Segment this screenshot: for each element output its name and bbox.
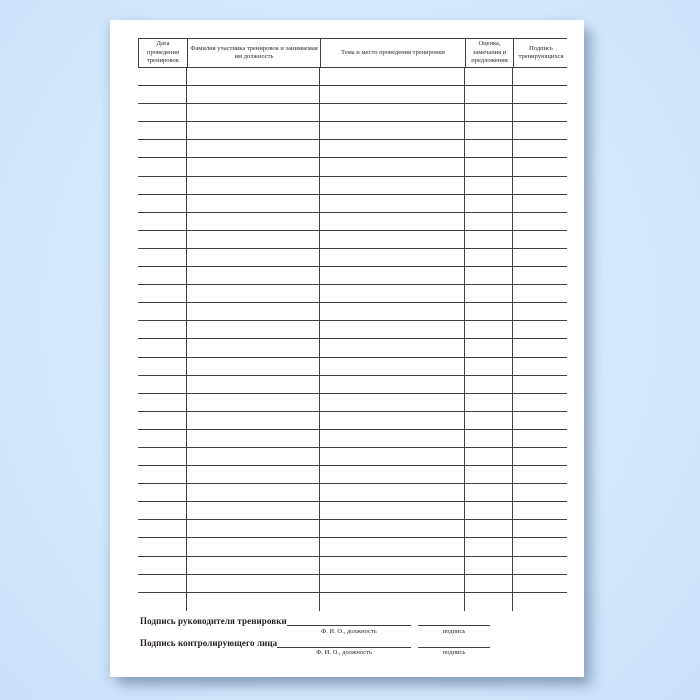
table-cell: [465, 158, 513, 175]
table-cell: [320, 466, 465, 483]
table-cell: [513, 448, 567, 465]
table-cell: [320, 557, 465, 574]
table-cell: [138, 484, 187, 501]
table-cell: [138, 466, 187, 483]
table-cell: [320, 68, 465, 85]
table-cell: [513, 68, 567, 85]
table-cell: [320, 376, 465, 393]
table-cell: [138, 104, 187, 121]
signature-block-controller: [140, 638, 490, 657]
table-cell: [138, 68, 187, 85]
training-log-table: [138, 38, 567, 611]
table-cell: [513, 412, 567, 429]
table-cell: [138, 593, 187, 611]
table-row: [138, 303, 567, 321]
table-cell: [187, 557, 320, 574]
spacer: [140, 648, 277, 657]
table-cell: [513, 502, 567, 519]
table-row: [138, 466, 567, 484]
table-cell: [138, 122, 187, 139]
table-cell: [187, 593, 320, 611]
table-cell: [320, 177, 465, 194]
table-cell: [465, 86, 513, 103]
table-cell: [513, 86, 567, 103]
table-cell: [320, 394, 465, 411]
document-page: [110, 20, 584, 677]
table-row-open-bottom: [138, 593, 567, 611]
table-cell: [138, 502, 187, 519]
table-row: [138, 339, 567, 357]
table-cell: [513, 321, 567, 338]
signature-block-trainer: [140, 616, 490, 635]
table-cell: [187, 339, 320, 356]
table-cell: [187, 466, 320, 483]
table-cell: [138, 557, 187, 574]
table-cell: [513, 104, 567, 121]
table-cell: [187, 140, 320, 157]
table-cell: [465, 267, 513, 284]
table-cell: [320, 249, 465, 266]
table-cell: [513, 285, 567, 302]
table-cell: [513, 339, 567, 356]
table-cell: [138, 376, 187, 393]
table-cell: [187, 231, 320, 248]
table-cell: [320, 502, 465, 519]
table-cell: [187, 538, 320, 555]
gap: [411, 616, 418, 626]
table-cell: [465, 104, 513, 121]
table-cell: [187, 520, 320, 537]
table-cell: [513, 122, 567, 139]
table-header-row: [138, 38, 567, 68]
table-cell: [513, 140, 567, 157]
table-cell: [320, 231, 465, 248]
table-cell: [320, 140, 465, 157]
table-cell: [513, 557, 567, 574]
caption-name-position: Ф. И. О., должность: [316, 649, 372, 656]
table-cell: [320, 358, 465, 375]
signature-section: [140, 616, 490, 659]
table-row: [138, 412, 567, 430]
table-cell: [465, 412, 513, 429]
table-cell: [320, 195, 465, 212]
table-cell: [187, 267, 320, 284]
table-cell: [187, 249, 320, 266]
signature-label-trainer: Подпись руководителя тренировки: [140, 616, 287, 626]
table-cell: [138, 412, 187, 429]
table-row: [138, 538, 567, 556]
table-cell: [320, 122, 465, 139]
table-cell: [465, 213, 513, 230]
table-cell: [187, 321, 320, 338]
table-cell: [320, 538, 465, 555]
table-cell: [465, 177, 513, 194]
table-cell: [138, 267, 187, 284]
table-cell: [513, 376, 567, 393]
table-row: [138, 448, 567, 466]
table-cell: [138, 358, 187, 375]
table-row: [138, 520, 567, 538]
table-cell: [187, 394, 320, 411]
table-cell: [513, 520, 567, 537]
table-body: [138, 68, 567, 593]
table-cell: [138, 339, 187, 356]
table-cell: [465, 249, 513, 266]
table-cell: [465, 303, 513, 320]
table-cell: [320, 158, 465, 175]
table-row: [138, 86, 567, 104]
table-row: [138, 249, 567, 267]
table-cell: [513, 231, 567, 248]
table-cell: [138, 303, 187, 320]
table-cell: [465, 68, 513, 85]
table-cell: [320, 321, 465, 338]
table-cell: [187, 177, 320, 194]
table-cell: [465, 285, 513, 302]
table-cell: [187, 575, 320, 592]
table-cell: [320, 303, 465, 320]
table-row: [138, 394, 567, 412]
table-cell: [465, 502, 513, 519]
trainer-sign-blank-line: [418, 616, 490, 626]
table-cell: [513, 158, 567, 175]
table-cell: [320, 86, 465, 103]
table-cell: [320, 575, 465, 592]
table-cell: [320, 484, 465, 501]
table-cell: [138, 213, 187, 230]
table-cell: [138, 177, 187, 194]
header-cell-signature: Подпись тренирующихся: [518, 44, 564, 60]
table-cell: [187, 484, 320, 501]
table-cell: [138, 448, 187, 465]
table-row: [138, 104, 567, 122]
table-cell: [465, 122, 513, 139]
table-row: [138, 231, 567, 249]
table-cell: [187, 122, 320, 139]
table-cell: [465, 593, 513, 611]
table-cell: [513, 484, 567, 501]
table-cell: [138, 394, 187, 411]
table-row: [138, 122, 567, 140]
table-row: [138, 575, 567, 593]
table-cell: [513, 358, 567, 375]
spacer: [411, 648, 418, 657]
table-cell: [465, 448, 513, 465]
table-cell: [465, 358, 513, 375]
header-cell-evaluation: Оценка, замечания и предложения: [466, 39, 514, 67]
table-cell: [187, 86, 320, 103]
table-cell: [320, 213, 465, 230]
table-row: [138, 267, 567, 285]
table-cell: [187, 213, 320, 230]
table-cell: [513, 249, 567, 266]
table-cell: [513, 267, 567, 284]
table-cell: [465, 430, 513, 447]
controller-sign-blank-line: [418, 638, 490, 648]
table-cell: [513, 394, 567, 411]
table-cell: [320, 285, 465, 302]
table-cell: [513, 430, 567, 447]
table-row: [138, 195, 567, 213]
table-cell: [465, 575, 513, 592]
table-cell: [513, 177, 567, 194]
table-row: [138, 430, 567, 448]
header-cell-topic-place: Тема и место проведения тренировки: [321, 39, 466, 67]
caption-signature: подпись: [442, 627, 466, 635]
table-cell: [513, 466, 567, 483]
trainer-name-blank-line: [287, 616, 411, 626]
table-row: [138, 376, 567, 394]
table-row: [138, 158, 567, 176]
table-cell: [138, 430, 187, 447]
header-cell-date: Дата проведения тренировок: [139, 39, 188, 67]
table-row: [138, 557, 567, 575]
table-cell: [187, 68, 320, 85]
table-cell: [320, 104, 465, 121]
table-cell: [513, 195, 567, 212]
table-cell: [465, 466, 513, 483]
table-cell: [513, 213, 567, 230]
table-row: [138, 484, 567, 502]
table-cell: [187, 195, 320, 212]
table-cell: [465, 520, 513, 537]
table-row: [138, 68, 567, 86]
table-cell: [187, 412, 320, 429]
table-cell: [320, 339, 465, 356]
caption-name-position: Ф. И. О., должность: [321, 627, 377, 635]
table-cell: [465, 394, 513, 411]
table-cell: [320, 593, 465, 611]
table-cell: [320, 520, 465, 537]
table-cell: [138, 520, 187, 537]
table-cell: [513, 593, 567, 611]
table-row: [138, 213, 567, 231]
caption-signature: подпись: [442, 649, 466, 656]
table-cell: [320, 430, 465, 447]
table-cell: [187, 104, 320, 121]
gap: [411, 638, 418, 648]
table-cell: [187, 502, 320, 519]
header-cell-participant: Фамилия участника тренировок и занимаемая им должность: [188, 39, 321, 67]
spacer: [411, 626, 418, 635]
table-row: [138, 321, 567, 339]
table-row: [138, 177, 567, 195]
table-cell: [465, 538, 513, 555]
table-cell: [513, 303, 567, 320]
table-cell: [465, 231, 513, 248]
table-cell: [138, 249, 187, 266]
table-cell: [138, 231, 187, 248]
table-cell: [138, 195, 187, 212]
table-cell: [138, 575, 187, 592]
table-cell: [465, 140, 513, 157]
spacer: [140, 626, 287, 635]
table-cell: [465, 195, 513, 212]
table-cell: [465, 484, 513, 501]
table-cell: [320, 412, 465, 429]
table-cell: [187, 158, 320, 175]
table-row: [138, 358, 567, 376]
table-cell: [513, 575, 567, 592]
table-row: [138, 502, 567, 520]
controller-name-blank-line: [277, 638, 411, 648]
table-row: [138, 140, 567, 158]
table-row: [138, 285, 567, 303]
table-cell: [320, 448, 465, 465]
table-cell: [513, 538, 567, 555]
table-cell: [465, 321, 513, 338]
table-cell: [187, 358, 320, 375]
table-cell: [138, 158, 187, 175]
table-cell: [465, 376, 513, 393]
table-cell: [465, 339, 513, 356]
table-cell: [187, 376, 320, 393]
table-cell: [138, 86, 187, 103]
table-cell: [138, 140, 187, 157]
table-cell: [138, 538, 187, 555]
table-cell: [187, 430, 320, 447]
table-cell: [138, 285, 187, 302]
table-cell: [320, 267, 465, 284]
table-cell: [465, 557, 513, 574]
table-cell: [187, 448, 320, 465]
signature-label-controller: Подпись контролирующего лица: [140, 637, 278, 648]
table-cell: [187, 285, 320, 302]
table-cell: [138, 321, 187, 338]
table-cell: [187, 303, 320, 320]
